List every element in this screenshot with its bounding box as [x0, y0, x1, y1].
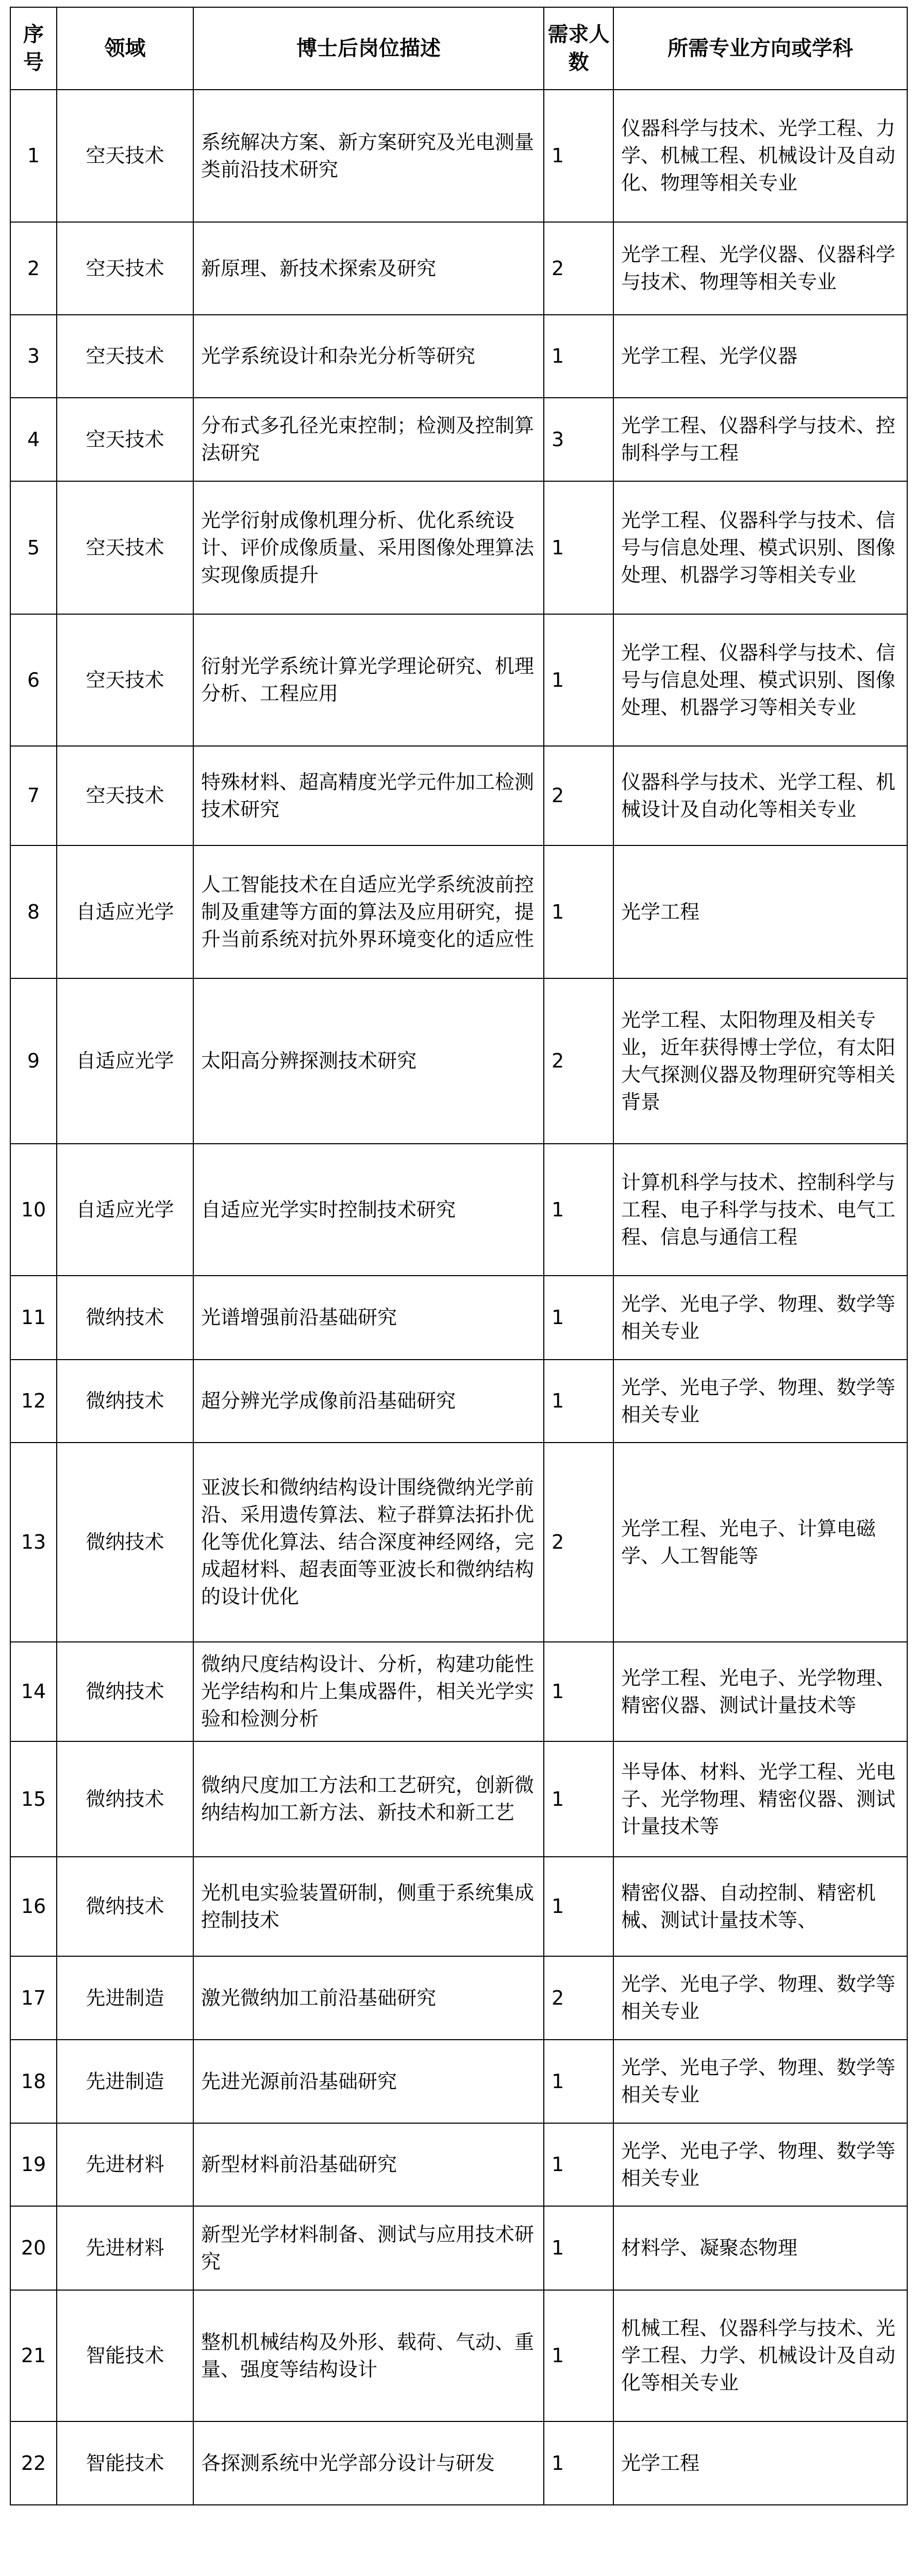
- row-field: 智能技术: [57, 2290, 193, 2421]
- row-count: 1: [544, 1857, 613, 1956]
- table-row: [10, 1144, 907, 1276]
- table-row: [10, 1741, 907, 1857]
- row-major: 光学工程、太阳物理及相关专业，近年获得博士学位，有太阳大气探测仪器及物理研究等相关背景: [613, 978, 907, 1144]
- table-row: [10, 481, 907, 614]
- row-number: 4: [10, 398, 57, 481]
- document-page: [10, 7, 907, 2505]
- row-number: 21: [10, 2290, 57, 2421]
- row-major: 光学工程、仪器科学与技术、信号与信息处理、模式识别、图像处理、机器学习等相关专业: [613, 614, 907, 746]
- row-field: 空天技术: [57, 222, 193, 315]
- row-field: 先进材料: [57, 2123, 193, 2206]
- row-field: 空天技术: [57, 614, 193, 746]
- row-major: 光学工程、光学仪器、仪器科学与技术、物理等相关专业: [613, 222, 907, 315]
- row-description: 整机机械结构及外形、载荷、气动、重量、强度等结构设计: [193, 2290, 544, 2421]
- row-count: 1: [544, 481, 613, 614]
- row-description: 微纳尺度结构设计、分析，构建功能性光学结构和片上集成器件，相关光学实验和检测分析: [193, 1642, 544, 1741]
- row-count: 1: [544, 2290, 613, 2421]
- row-count: 1: [544, 1144, 613, 1276]
- row-description: 各探测系统中光学部分设计与研发: [193, 2421, 544, 2505]
- row-field: 微纳技术: [57, 1642, 193, 1741]
- row-field: 先进材料: [57, 2206, 193, 2290]
- row-major: 精密仪器、自动控制、精密机械、测试计量技术等、: [613, 1857, 907, 1956]
- row-number: 2: [10, 222, 57, 315]
- table-row: [10, 746, 907, 845]
- row-description: 新原理、新技术探索及研究: [193, 222, 544, 315]
- table-row: [10, 614, 907, 746]
- row-count: 1: [544, 90, 613, 222]
- row-count: 2: [544, 978, 613, 1144]
- table-row: [10, 1857, 907, 1956]
- row-number: 15: [10, 1741, 57, 1857]
- row-number: 6: [10, 614, 57, 746]
- row-count: 1: [544, 2421, 613, 2505]
- row-number: 9: [10, 978, 57, 1144]
- row-field: 智能技术: [57, 2421, 193, 2505]
- row-description: 自适应光学实时控制技术研究: [193, 1144, 544, 1276]
- row-count: 2: [544, 1443, 613, 1642]
- row-major: 光学、光电子学、物理、数学等相关专业: [613, 1276, 907, 1360]
- table-row: [10, 2040, 907, 2123]
- table-row: [10, 2421, 907, 2505]
- row-description: 光学系统设计和杂光分析等研究: [193, 315, 544, 398]
- header-num: 序号: [10, 7, 57, 90]
- row-description: 分布式多孔径光束控制；检测及控制算法研究: [193, 398, 544, 481]
- row-major: 光学工程、光电子、计算电磁学、人工智能等: [613, 1443, 907, 1642]
- table-row: [10, 1276, 907, 1360]
- row-major: 光学工程: [613, 845, 907, 978]
- table-row: [10, 978, 907, 1144]
- row-description: 亚波长和微纳结构设计围绕微纳光学前沿、采用遗传算法、粒子群算法拓扑优化等优化算法、结合深度神经网络，完成超材料、超表面等亚波长和微纳结构的设计优化: [193, 1443, 544, 1642]
- header-major: 所需专业方向或学科: [613, 7, 907, 90]
- row-number: 20: [10, 2206, 57, 2290]
- postdoc-positions-table: [10, 7, 908, 2505]
- row-description: 系统解决方案、新方案研究及光电测量类前沿技术研究: [193, 90, 544, 222]
- table-body: [10, 90, 907, 2505]
- row-number: 18: [10, 2040, 57, 2123]
- row-number: 10: [10, 1144, 57, 1276]
- table-row: [10, 1443, 907, 1642]
- row-count: 2: [544, 746, 613, 845]
- row-major: 光学工程、光学仪器: [613, 315, 907, 398]
- header-count: 需求人数: [544, 7, 613, 90]
- row-field: 先进制造: [57, 2040, 193, 2123]
- row-field: 自适应光学: [57, 845, 193, 978]
- row-major: 光学、光电子学、物理、数学等相关专业: [613, 1956, 907, 2040]
- row-field: 空天技术: [57, 746, 193, 845]
- row-field: 自适应光学: [57, 978, 193, 1144]
- row-field: 空天技术: [57, 90, 193, 222]
- row-description: 人工智能技术在自适应光学系统波前控制及重建等方面的算法及应用研究，提升当前系统对抗外界环境变化的适应性: [193, 845, 544, 978]
- row-major: 光学、光电子学、物理、数学等相关专业: [613, 2040, 907, 2123]
- table-row: [10, 1956, 907, 2040]
- table-row: [10, 1360, 907, 1443]
- row-number: 22: [10, 2421, 57, 2505]
- row-field: 微纳技术: [57, 1360, 193, 1443]
- table-row: [10, 845, 907, 978]
- row-description: 新型光学材料制备、测试与应用技术研究: [193, 2206, 544, 2290]
- row-description: 微纳尺度加工方法和工艺研究，创新微纳结构加工新方法、新技术和新工艺: [193, 1741, 544, 1857]
- header-desc: 博士后岗位描述: [193, 7, 544, 90]
- row-number: 8: [10, 845, 57, 978]
- row-number: 13: [10, 1443, 57, 1642]
- table-row: [10, 1642, 907, 1741]
- row-field: 微纳技术: [57, 1857, 193, 1956]
- row-number: 14: [10, 1642, 57, 1741]
- row-number: 1: [10, 90, 57, 222]
- table-row: [10, 2206, 907, 2290]
- row-count: 1: [544, 2206, 613, 2290]
- row-description: 太阳高分辨探测技术研究: [193, 978, 544, 1144]
- row-count: 2: [544, 1956, 613, 2040]
- table-row: [10, 398, 907, 481]
- row-description: 光机电实验装置研制，侧重于系统集成控制技术: [193, 1857, 544, 1956]
- row-count: 2: [544, 222, 613, 315]
- row-description: 新型材料前沿基础研究: [193, 2123, 544, 2206]
- row-major: 光学工程、光电子、光学物理、精密仪器、测试计量技术等: [613, 1642, 907, 1741]
- row-major: 半导体、材料、光学工程、光电子、光学物理、精密仪器、测试计量技术等: [613, 1741, 907, 1857]
- row-number: 17: [10, 1956, 57, 2040]
- row-major: 仪器科学与技术、光学工程、机械设计及自动化等相关专业: [613, 746, 907, 845]
- row-field: 空天技术: [57, 398, 193, 481]
- row-description: 光谱增强前沿基础研究: [193, 1276, 544, 1360]
- row-field: 空天技术: [57, 315, 193, 398]
- row-count: 1: [544, 1276, 613, 1360]
- row-major: 光学工程、仪器科学与技术、控制科学与工程: [613, 398, 907, 481]
- table-row: [10, 315, 907, 398]
- row-number: 3: [10, 315, 57, 398]
- row-field: 微纳技术: [57, 1741, 193, 1857]
- row-count: 1: [544, 2123, 613, 2206]
- row-major: 仪器科学与技术、光学工程、力学、机械工程、机械设计及自动化、物理等相关专业: [613, 90, 907, 222]
- row-description: 超分辨光学成像前沿基础研究: [193, 1360, 544, 1443]
- table-row: [10, 2123, 907, 2206]
- row-major: 材料学、凝聚态物理: [613, 2206, 907, 2290]
- row-number: 5: [10, 481, 57, 614]
- table-row: [10, 222, 907, 315]
- row-major: 光学、光电子学、物理、数学等相关专业: [613, 1360, 907, 1443]
- row-major: 机械工程、仪器科学与技术、光学工程、力学、机械设计及自动化等相关专业: [613, 2290, 907, 2421]
- table-row: [10, 90, 907, 222]
- row-count: 1: [544, 1642, 613, 1741]
- row-major: 光学工程: [613, 2421, 907, 2505]
- row-count: 1: [544, 1741, 613, 1857]
- row-number: 7: [10, 746, 57, 845]
- row-number: 16: [10, 1857, 57, 1956]
- row-count: 1: [544, 845, 613, 978]
- row-number: 12: [10, 1360, 57, 1443]
- row-count: 1: [544, 614, 613, 746]
- row-count: 1: [544, 1360, 613, 1443]
- row-field: 自适应光学: [57, 1144, 193, 1276]
- table-header-row: [10, 7, 907, 90]
- row-description: 激光微纳加工前沿基础研究: [193, 1956, 544, 2040]
- row-major: 计算机科学与技术、控制科学与工程、电子科学与技术、电气工程、信息与通信工程: [613, 1144, 907, 1276]
- row-description: 光学衍射成像机理分析、优化系统设计、评价成像质量、采用图像处理算法实现像质提升: [193, 481, 544, 614]
- row-count: 1: [544, 315, 613, 398]
- row-description: 特殊材料、超高精度光学元件加工检测技术研究: [193, 746, 544, 845]
- row-number: 11: [10, 1276, 57, 1360]
- row-number: 19: [10, 2123, 57, 2206]
- row-description: 先进光源前沿基础研究: [193, 2040, 544, 2123]
- row-description: 衍射光学系统计算光学理论研究、机理分析、工程应用: [193, 614, 544, 746]
- table-row: [10, 2290, 907, 2421]
- row-major: 光学工程、仪器科学与技术、信号与信息处理、模式识别、图像处理、机器学习等相关专业: [613, 481, 907, 614]
- row-field: 空天技术: [57, 481, 193, 614]
- row-count: 1: [544, 2040, 613, 2123]
- header-field: 领域: [57, 7, 193, 90]
- row-field: 先进制造: [57, 1956, 193, 2040]
- row-count: 3: [544, 398, 613, 481]
- row-major: 光学、光电子学、物理、数学等相关专业: [613, 2123, 907, 2206]
- row-field: 微纳技术: [57, 1276, 193, 1360]
- row-field: 微纳技术: [57, 1443, 193, 1642]
